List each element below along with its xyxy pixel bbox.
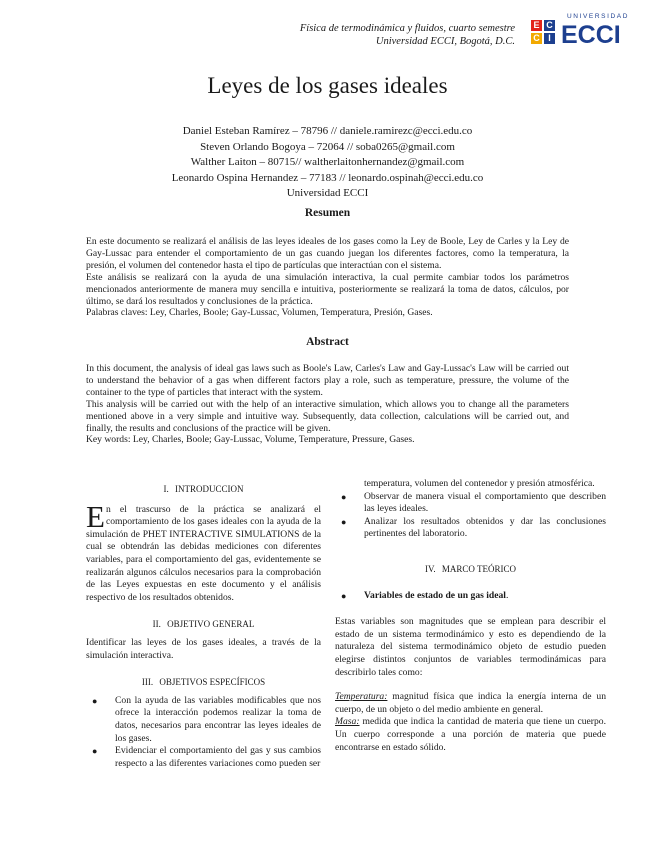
- definition-masa: [335, 716, 606, 754]
- objetivos-list: [86, 695, 321, 771]
- logo-square-e: E: [531, 20, 542, 31]
- list-item: ● Observar de manera visual el comportamiento que describen las leyes ideales.: [341, 490, 606, 515]
- abstract-heading: Abstract: [306, 336, 349, 348]
- objetivo-general-text: Identificar las leyes de los gases ideales, a través de la simulación interactiva.: [86, 636, 321, 661]
- right-column: [335, 478, 606, 754]
- list-item: ● Con la ayuda de las variables modificables que nos ofrece la interacción podemos realizar la toma de datos, necesarios para encontrar las leyes ideales de los gases.: [92, 694, 321, 744]
- bullet-icon: ●: [92, 746, 98, 757]
- definition-temperatura: [335, 691, 606, 716]
- left-column: [86, 483, 321, 770]
- bullet-icon: ●: [341, 590, 347, 601]
- section-title: INTRODUCCION: [175, 484, 244, 494]
- ecci-logo: [527, 13, 630, 51]
- running-header: [300, 22, 515, 48]
- resumen-body: [86, 236, 569, 319]
- section-title: OBJETIVO GENERAL: [167, 619, 255, 630]
- term-definition: magnitud física que indica la energía interna de un cuerpo, de un objeto o del medio ambiente en general.: [335, 691, 606, 715]
- bullet-icon: ●: [92, 695, 98, 706]
- abstract-keywords: Key words: Ley, Charles, Boole; Gay-Lussac, Volume, Temperature, Pressure, Gases.: [86, 434, 415, 446]
- objetivos-list-continued: [335, 478, 606, 541]
- logo-ecci-text: ECCI: [561, 21, 621, 49]
- author-line: Walther Laiton – 80715// waltherlaitonhernandez@gmail.com: [190, 156, 465, 168]
- resumen-paragraph: En este documento se realizará el análisis de las leyes ideales de los gases como la Ley de Boole, Ley de Carles y la Ley de Gay-Lussac para entender el comportamiento de un gas cuando juegan los diferentes factores, como la temperatura, la presión, el volumen del contenedor hasta el tipo de partículas que interactúan con el sistema.: [86, 236, 569, 271]
- paper-title: Leyes de los gases ideales: [207, 73, 448, 98]
- abstract-paragraph: In this document, the analysis of ideal gas laws such as Boole's Law, Carles's Law and Gay-Lussac's Law will be carried out to understand the behavior of a gas when different factors play a role, such as temperature, pressure, the volume of the container to the type of particles that interact with the system.: [86, 363, 569, 398]
- term-label: Temperatura:: [335, 691, 388, 703]
- section-number: II.: [152, 619, 161, 630]
- section-number: IV.: [425, 563, 436, 574]
- author-block: [0, 124, 655, 202]
- bullet-icon: ●: [341, 491, 347, 502]
- abstract-body: [86, 363, 569, 446]
- bold-subheading: Variables de estado de un gas ideal: [364, 589, 506, 601]
- logo-square-i: I: [544, 33, 555, 44]
- logo-square-c2: C: [531, 33, 542, 44]
- section-number: I.: [163, 484, 169, 494]
- drop-cap: E: [86, 498, 105, 534]
- marco-list: [335, 590, 606, 603]
- section-title: MARCO TEÓRICO: [441, 563, 516, 574]
- resumen-heading: Resumen: [304, 207, 351, 219]
- logo-university-text: UNIVERSIDAD: [567, 13, 630, 20]
- abstract-paragraph: This analysis will be carried out with the help of an interactive simulation, which allows you to change all the parameters mentioned above in a very simple and intuitive way. Subsequently, data collection, calculations will be carried out, and finally, the results and conclusions of the practice will be given.: [86, 398, 569, 434]
- term-definition: medida que indica la cantidad de materia que tiene un cuerpo. Un cuerpo corresponde a una porción de materia que puede encontrarse en estado sólido.: [335, 716, 606, 753]
- marco-paragraph: Estas variables son magnitudes que se emplean para describir el estado de un sistema termodinámico y esto es dependiendo de la naturaleza del sistema termodinámico objeto de estudio pueden elegirse distintos conjuntos de variables termodinámicas para describirlo tales como:: [335, 616, 606, 678]
- author-line: Leonardo Ospina Hernandez – 77183 // leonardo.ospinah@ecci.edu.co: [171, 171, 484, 184]
- list-item-continuation: temperatura, volumen del contenedor y presión atmosférica.: [364, 478, 595, 489]
- list-item: ● Evidenciar el comportamiento del gas y sus cambios respecto a las diferentes variaciones como pueden ser: [92, 745, 321, 769]
- section-heading-introduccion: [86, 483, 321, 496]
- term-label: Masa:: [335, 716, 360, 728]
- bullet-icon: ●: [341, 516, 347, 527]
- section-heading-objetivos-especificos: [86, 676, 321, 689]
- resumen-paragraph: Este análisis se realizará con la ayuda de una simulación interactiva, la cual permite cambiar todos los parámetros mencionados anteriormente de manera muy sencilla e intuitiva, posteriormente se realizará la toma de datos, cálculos, por último, se dará los resultados y conclusiones de la práctica.: [86, 271, 569, 307]
- logo-square-c1: C: [544, 20, 555, 31]
- header-course: Física de termodinámica y fluidos, cuarto semestre: [299, 23, 515, 34]
- section-title: OBJETIVOS ESPECÍFICOS: [159, 677, 266, 688]
- author-line: Steven Orlando Bogoya – 72064 // soba0265@gmail.com: [200, 140, 455, 153]
- section-number: III.: [141, 677, 154, 688]
- author-line: Daniel Esteban Ramírez – 78796 // daniele.ramirezc@ecci.edu.co: [182, 125, 473, 137]
- affiliation: Universidad ECCI: [286, 187, 369, 199]
- section-heading-objetivo-general: [86, 618, 321, 631]
- resumen-keywords: Palabras claves: Ley, Charles, Boole; Gay-Lussac, Volumen, Temperatura, Presión, Gases.: [86, 307, 433, 319]
- list-item: ● Variables de estado de un gas ideal.: [341, 589, 509, 601]
- intro-paragraph: [86, 498, 321, 605]
- header-university: Universidad ECCI, Bogotá, D.C.: [375, 36, 515, 47]
- intro-text: n el trascurso de la práctica se analizará el comportamiento de los gases ideales con la ayuda de la simulación de PHET INTERACTIVE SIMULATIONS de la cual se obtendrán las debidas mediciones con diferentes variables, para el comportamiento del gas, evidentemente se realizarán algunos cálculos necesarios para la comprobación de las Leyes expuestas en este documento y el análisis respectivo de los resultados obtenidos.: [86, 503, 321, 603]
- list-item: ● Analizar los resultados obtenidos y dar las conclusiones pertinentes del laboratorio.: [341, 515, 606, 540]
- section-heading-marco-teorico: [335, 563, 606, 576]
